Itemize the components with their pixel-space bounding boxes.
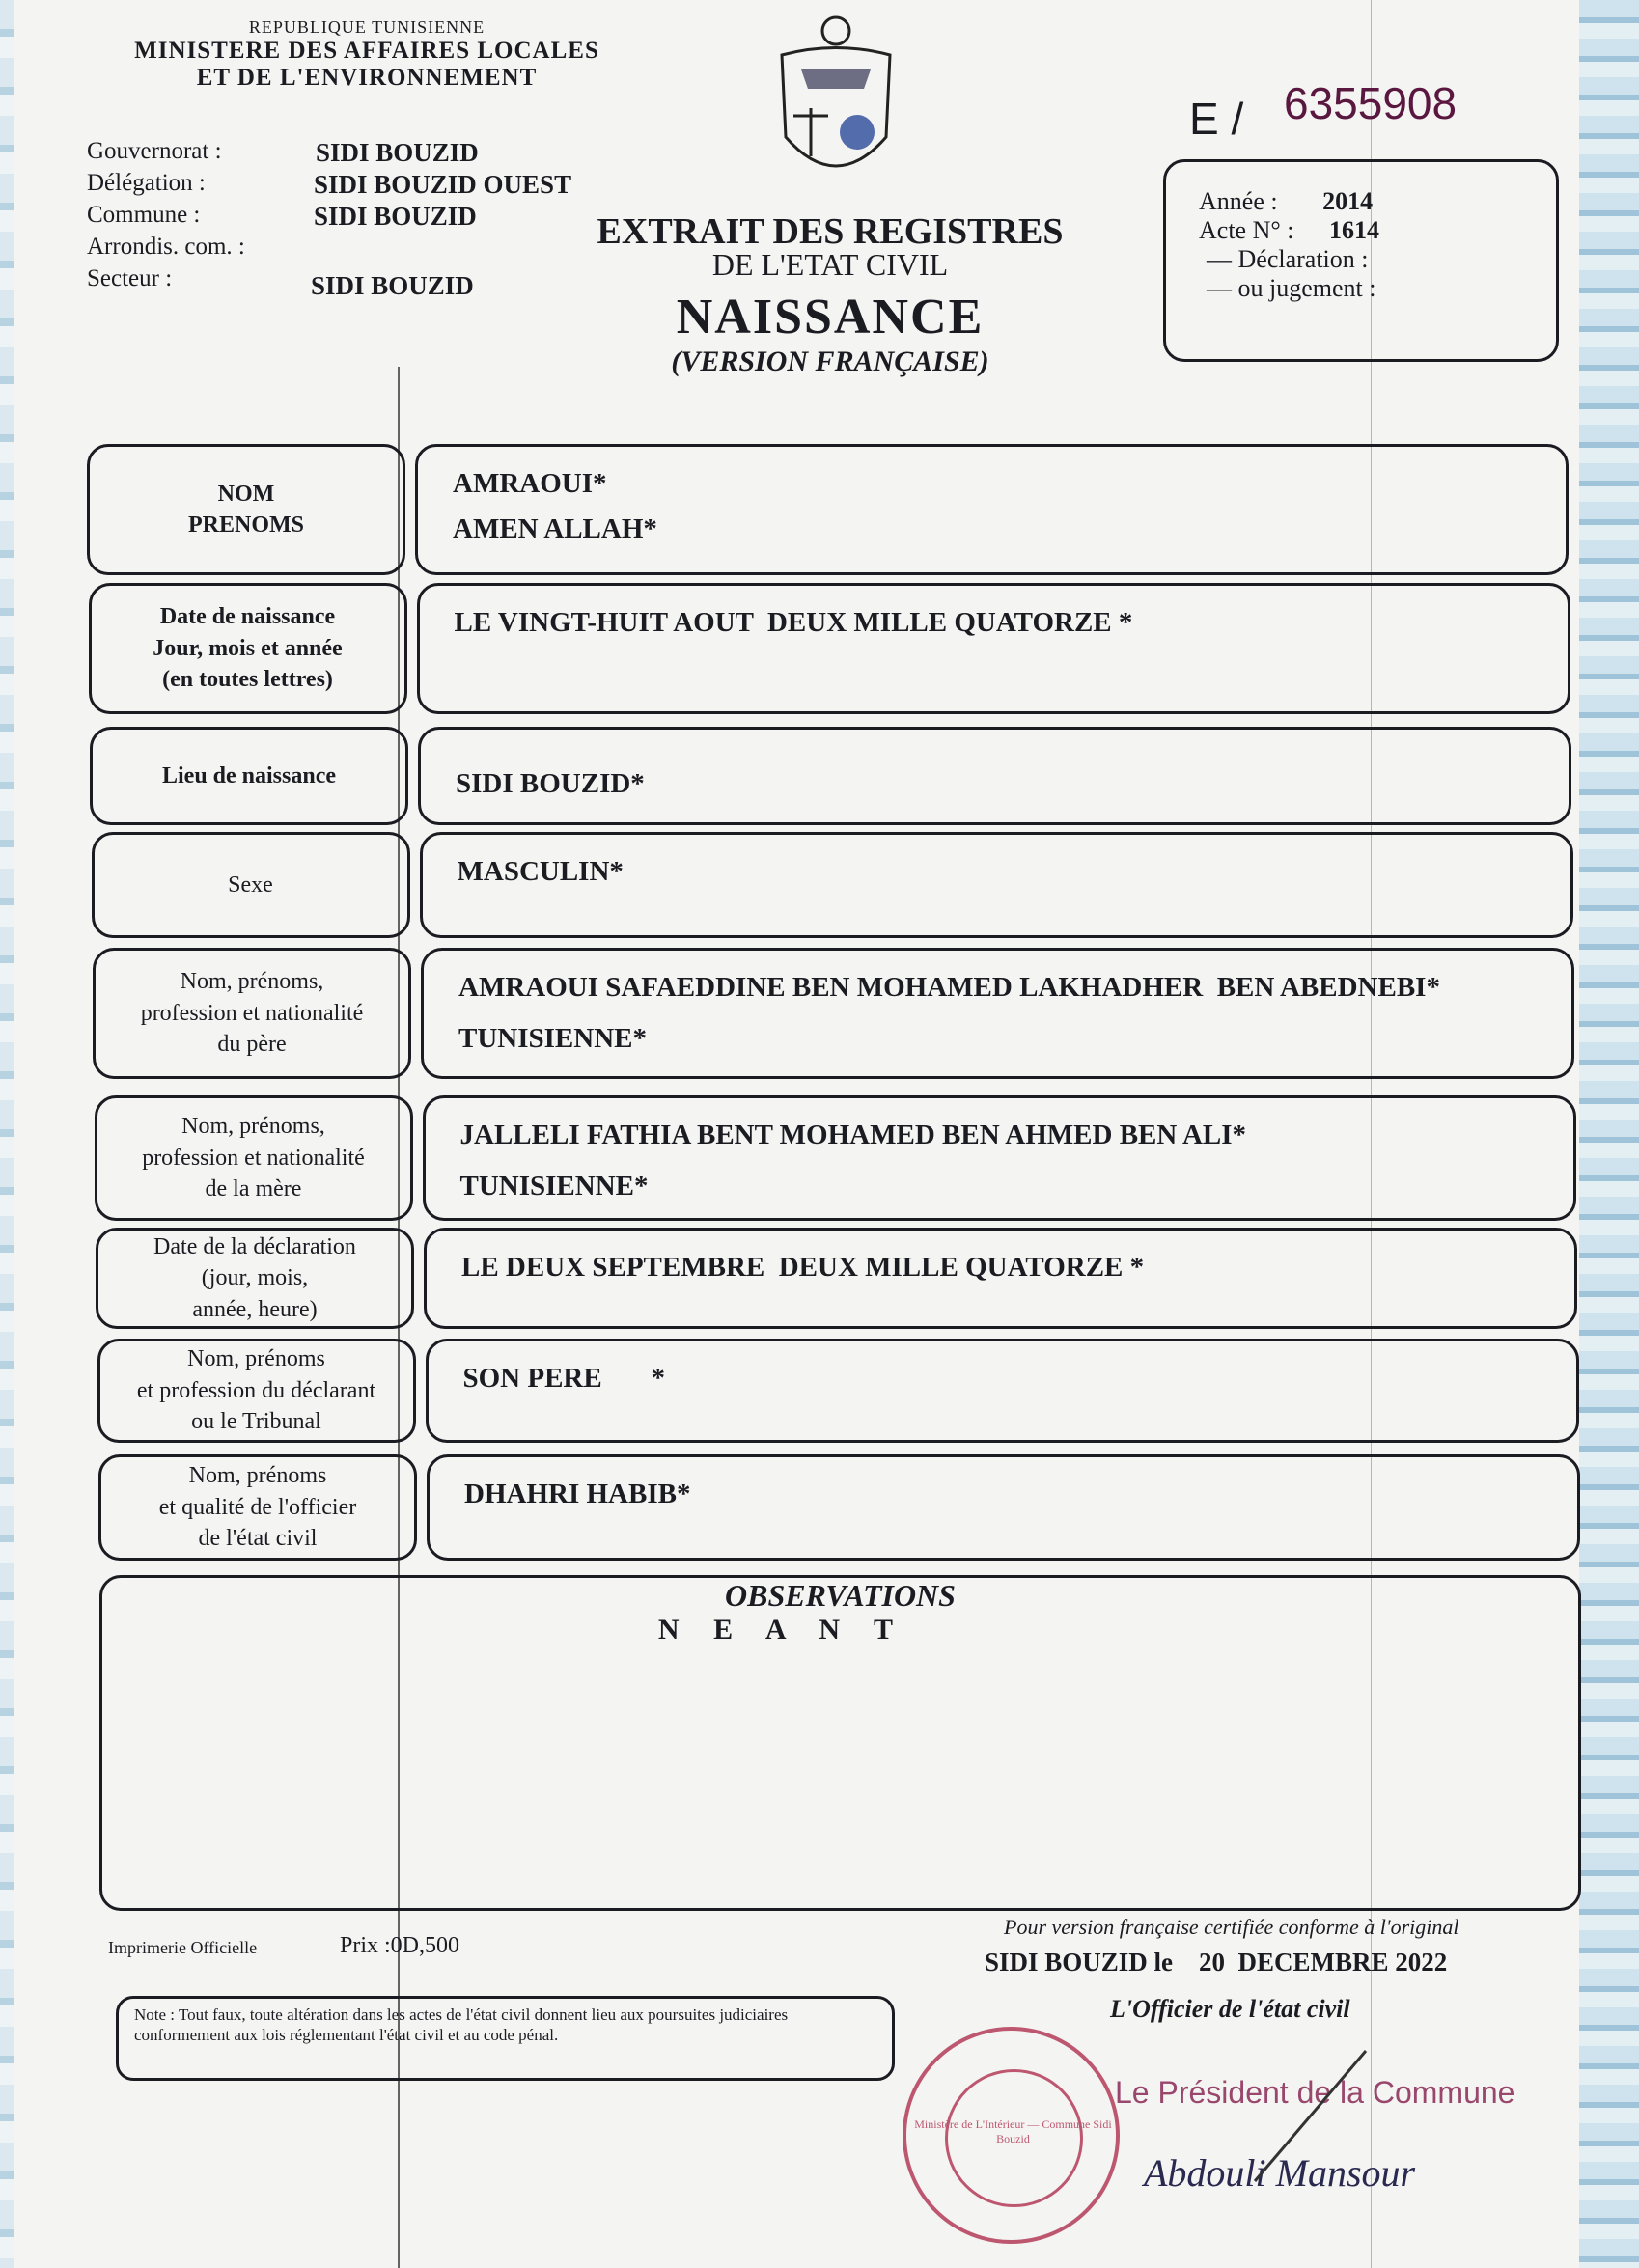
signature-role-stamp: Le Président de la Commune (1115, 2075, 1515, 2110)
ministry-line1: MINISTERE DES AFFAIRES LOCALES (134, 38, 599, 64)
row-label (97, 1339, 416, 1443)
row-label-line: Lieu de naissance (161, 762, 337, 788)
stamp-text: Ministère de L'Intérieur — Commune Sidi Bouzid (914, 2117, 1112, 2145)
row-label-line: profession et nationalité (142, 1145, 365, 1171)
serial-number: 6355908 (1284, 78, 1458, 128)
row-label-line: de l'état civil (198, 1526, 318, 1552)
row-value (426, 1339, 1579, 1443)
row-label-line: Nom, prénoms (188, 1463, 327, 1489)
title-version: (VERSION FRANÇAISE) (671, 346, 989, 377)
row-value-line: SIDI BOUZID* (456, 768, 645, 799)
row-value (424, 1228, 1577, 1329)
arrondissement-label: Arrondis. com. : (87, 234, 245, 260)
row-label-line: Nom, prénoms (187, 1346, 325, 1372)
officer-title: L'Officier de l'état civil (1110, 1995, 1350, 2023)
row-label-line: NOM (217, 481, 275, 507)
observations-text: N E A N T (657, 1614, 907, 1646)
commune-label: Commune : (87, 202, 201, 228)
row-value-line: AMRAOUI* (453, 468, 607, 499)
row-label-line: et qualité de l'officier (158, 1494, 357, 1520)
secteur-label: Secteur : (87, 265, 173, 291)
legal-note: Note : Tout faux, toute altération dans les actes de l'état civil donnent lieu aux poursuites judiciaires conformement aux lois réglementant l'état civil et au code pénal. (116, 1996, 895, 2081)
row-label-line: et profession du déclarant (136, 1377, 376, 1403)
row-value (427, 1454, 1580, 1561)
row-label-line: (jour, mois, (201, 1265, 309, 1291)
row-value-line: TUNISIENNE* (459, 1171, 649, 1202)
row-value (421, 948, 1574, 1079)
row-value-line: JALLELI FATHIA BENT MOHAMED BEN AHMED BEN ALI* (459, 1120, 1247, 1150)
signature-name: Abdouli Mansour (1144, 2151, 1416, 2195)
ministry-line2: ET DE L'ENVIRONNEMENT (196, 65, 538, 91)
certified-text: Pour version française certifiée conforme à l'original (1004, 1915, 1459, 1939)
row-value (417, 583, 1570, 714)
annee-value: 2014 (1322, 187, 1374, 215)
row-label (96, 1228, 414, 1329)
place-date: SIDI BOUZID le 20 DECEMBRE 2022 (985, 1948, 1448, 1977)
price-label: Prix :0D,500 (340, 1933, 460, 1958)
row-label-line: (en toutes lettres) (162, 667, 333, 693)
row-label-line: Date de la déclaration (153, 1233, 356, 1259)
row-label-line: profession et nationalité (140, 1000, 364, 1026)
issuing-authority (87, 17, 647, 92)
act-reference-box (1163, 159, 1559, 362)
decorative-border-left (0, 0, 14, 2268)
row-label (90, 727, 408, 825)
official-stamp (903, 2027, 1120, 2244)
row-label (89, 583, 407, 714)
row-value-line: AMRAOUI SAFAEDDINE BEN MOHAMED LAKHADHER BEN ABEDNEBI* (458, 972, 1440, 1003)
row-label-line: année, heure) (192, 1296, 318, 1322)
row-value-line: SON PERE * (462, 1363, 665, 1394)
row-label (95, 1095, 413, 1221)
commune-value: SIDI BOUZID (314, 202, 477, 231)
title-line2: DE L'ETAT CIVIL (711, 247, 949, 282)
jugement-label: — ou jugement : (1207, 274, 1376, 302)
acte-value: 1614 (1328, 216, 1379, 244)
row-value (423, 1095, 1576, 1221)
row-label-line: de la mère (205, 1176, 302, 1203)
row-value-line: LE DEUX SEPTEMBRE DEUX MILLE QUATORZE * (461, 1252, 1145, 1283)
observations-title: OBSERVATIONS (725, 1578, 956, 1613)
row-value-line: LE VINGT-HUIT AOUT DEUX MILLE QUATORZE * (454, 607, 1133, 638)
row-value (418, 727, 1571, 825)
row-label-line: Nom, prénoms, (181, 1114, 325, 1140)
row-label (98, 1454, 417, 1561)
row-label-line: Date de naissance (159, 604, 336, 630)
delegation-value: SIDI BOUZID OUEST (314, 170, 572, 199)
row-value-line: MASCULIN* (457, 856, 624, 887)
row-label-line: Sexe (228, 871, 273, 898)
republic-label: REPUBLIQUE TUNISIENNE (248, 17, 486, 37)
row-label-line: PRENOMS (188, 512, 304, 538)
row-label-line: Nom, prénoms, (180, 969, 324, 995)
printer-label: Imprimerie Officielle (108, 1938, 258, 1957)
document-title (541, 210, 1120, 378)
row-value-line: DHAHRI HABIB* (464, 1479, 691, 1509)
row-value-line: TUNISIENNE* (458, 1023, 647, 1054)
delegation-label: Délégation : (87, 170, 206, 196)
declaration-label: — Déclaration : (1207, 245, 1369, 273)
row-label-line: du père (217, 1032, 287, 1058)
coat-of-arms-emblem (772, 12, 900, 195)
acte-label: Acte N° : (1199, 216, 1294, 244)
annee-label: Année : (1199, 187, 1278, 215)
secteur-value: SIDI BOUZID (311, 271, 474, 300)
observations-box (99, 1575, 1581, 1911)
title-line1: EXTRAIT DES REGISTRES (597, 211, 1064, 252)
signature-stroke (1245, 2046, 1371, 2191)
serial-prefix: E / (1189, 94, 1244, 144)
row-value (415, 444, 1569, 575)
gouvernorat-value: SIDI BOUZID (316, 138, 479, 167)
row-label-line: ou le Tribunal (191, 1409, 321, 1435)
row-value (420, 832, 1573, 938)
row-label (93, 948, 411, 1079)
row-value-line: AMEN ALLAH* (453, 513, 657, 544)
row-label (92, 832, 410, 938)
gouvernorat-label: Gouvernorat : (87, 138, 222, 164)
row-label-line: Jour, mois et année (153, 635, 343, 661)
title-main: NAISSANCE (676, 290, 985, 345)
row-label (87, 444, 405, 575)
decorative-border-right (1579, 0, 1639, 2268)
